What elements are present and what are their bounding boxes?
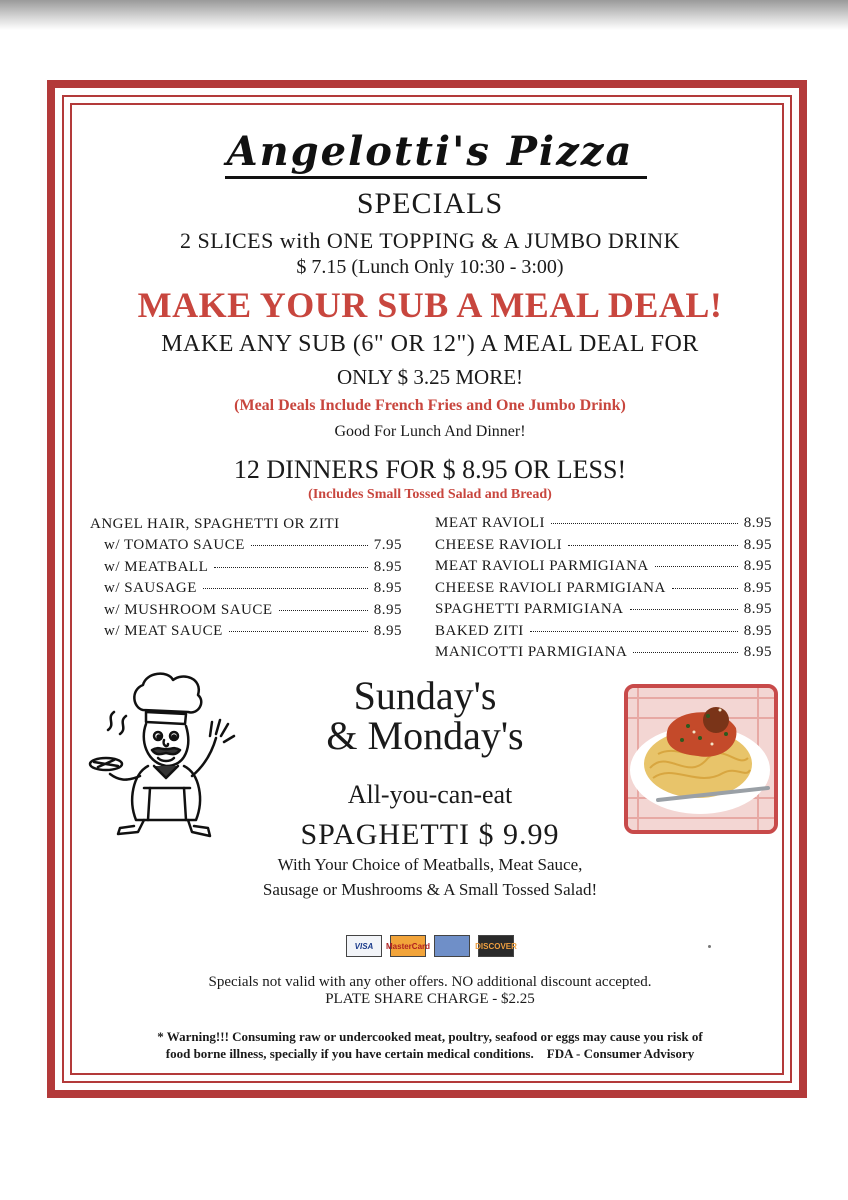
scan-edge	[0, 0, 848, 30]
spaghetti-price: SPAGHETTI $ 9.99	[300, 818, 560, 851]
dot-leader	[551, 523, 738, 524]
mastercard-icon: MasterCard	[390, 935, 426, 957]
menu-item-name: MEAT RAVIOLI	[435, 515, 546, 531]
menu-item-name: CHEESE RAVIOLI PARMIGIANA	[435, 579, 666, 596]
menu-item-price: 8.95	[373, 601, 402, 618]
weekend-title	[295, 673, 555, 758]
menu-item-name: w/ MEATBALL	[104, 558, 209, 575]
menu-item-name: MANICOTTI PARMIGIANA	[435, 644, 628, 660]
menu-item	[435, 537, 772, 559]
all-you-can-eat: All-you-can-eat	[347, 780, 513, 809]
title-underline	[225, 176, 647, 179]
dot-leader	[672, 588, 738, 589]
dot-leader	[229, 631, 368, 632]
fda-warning	[130, 1028, 730, 1062]
menu-item-price: 8.95	[743, 579, 772, 596]
menu-item-price: 8.95	[373, 558, 402, 575]
payment-cards	[346, 935, 517, 957]
menu-item-name: w/ SAUSAGE	[104, 580, 197, 596]
menu-item	[435, 644, 772, 666]
warning-line2: food borne illness, specially if you have certain medical conditions.	[165, 1046, 534, 1061]
meal-deal-headline: MAKE YOUR SUB A MEAL DEAL!	[137, 285, 723, 325]
specials-heading: SPECIALS	[356, 187, 504, 220]
dot-leader	[655, 566, 738, 567]
weekend-line1: Sunday's	[353, 673, 497, 718]
disclaimer: Specials not valid with any other offers. NO additional discount accepted.	[208, 974, 652, 990]
dot-leader	[251, 545, 368, 546]
dinner-list	[435, 515, 772, 666]
dot-leader	[630, 609, 738, 610]
menu-item	[104, 559, 402, 581]
menu-item	[104, 580, 402, 602]
dot-leader	[530, 631, 738, 632]
dinners-includes: (Includes Small Tossed Salad and Bread)	[308, 487, 552, 502]
menu-item-price: 8.95	[743, 515, 772, 531]
restaurant-name: Angelotti's Pizza	[226, 128, 634, 175]
slices-deal: 2 SLICES with ONE TOPPING & A JUMBO DRINK	[179, 228, 681, 253]
menu-item-name: w/ MUSHROOM SAUCE	[104, 601, 273, 618]
weekend-line2: & Monday's	[326, 713, 524, 758]
dot-leader	[633, 652, 737, 653]
pasta-list	[104, 537, 402, 645]
menu-item-price: 7.95	[373, 537, 402, 553]
menu-item	[435, 623, 772, 645]
meal-deal-line2: ONLY $ 3.25 MORE!	[336, 365, 524, 389]
menu-item-name: w/ TOMATO SAUCE	[104, 537, 245, 553]
pasta-heading: ANGEL HAIR, SPAGHETTI OR ZITI	[90, 516, 340, 532]
warning-line2-wrap	[130, 1045, 730, 1062]
menu-item-name: CHEESE RAVIOLI	[435, 536, 563, 553]
meal-deal-valid: Good For Lunch And Dinner!	[334, 423, 526, 440]
slices-price: $ 7.15 (Lunch Only 10:30 - 3:00)	[296, 256, 564, 278]
chef-illustration	[88, 670, 248, 840]
amex-card-icon	[434, 935, 470, 957]
menu-item-price: 8.95	[743, 644, 772, 660]
menu-item	[104, 602, 402, 624]
discover-card-icon: DISCOVER	[478, 935, 514, 957]
fda-advisory: FDA - Consumer Advisory	[546, 1046, 695, 1061]
menu-item-price: 8.95	[373, 623, 402, 639]
menu-item	[104, 623, 402, 645]
menu-item-name: w/ MEAT SAUCE	[104, 623, 223, 639]
dot-leader	[214, 567, 368, 568]
dot-leader	[203, 588, 368, 589]
spaghetti-photo	[624, 684, 778, 834]
dot-leader	[279, 610, 368, 611]
menu-item-price: 8.95	[743, 558, 772, 574]
menu-item-price: 8.95	[743, 601, 772, 617]
menu-item-name: SPAGHETTI PARMIGIANA	[435, 601, 624, 617]
menu-item	[435, 515, 772, 537]
menu-item-name: BAKED ZITI	[435, 622, 524, 639]
warning-line1: * Warning!!! Consuming raw or undercooked meat, poultry, seafood or eggs may cause you risk of	[157, 1029, 703, 1044]
menu-item-price: 8.95	[373, 580, 402, 596]
visa-card-icon: VISA	[346, 935, 382, 957]
menu-item	[435, 558, 772, 580]
meal-deal-note: (Meal Deals Include French Fries and One Jumbo Drink)	[234, 397, 626, 414]
spaghetti-choice-line2: Sausage or Mushrooms & A Small Tossed Salad!	[262, 880, 598, 899]
plate-share-charge: PLATE SHARE CHARGE - $2.25	[325, 991, 535, 1007]
menu-item	[435, 601, 772, 623]
spaghetti-choice-line1: With Your Choice of Meatballs, Meat Sauce,	[277, 855, 583, 874]
menu-item-price: 8.95	[743, 536, 772, 553]
dinners-headline: 12 DINNERS FOR $ 8.95 OR LESS!	[233, 455, 627, 484]
meal-deal-line1: MAKE ANY SUB (6" OR 12") A MEAL DEAL FOR	[161, 331, 699, 357]
menu-item-name: MEAT RAVIOLI PARMIGIANA	[435, 558, 649, 574]
dot-leader	[568, 545, 738, 546]
scan-speck	[708, 945, 711, 948]
menu-item-price: 8.95	[743, 622, 772, 639]
menu-item	[104, 537, 402, 559]
menu-item	[435, 580, 772, 602]
